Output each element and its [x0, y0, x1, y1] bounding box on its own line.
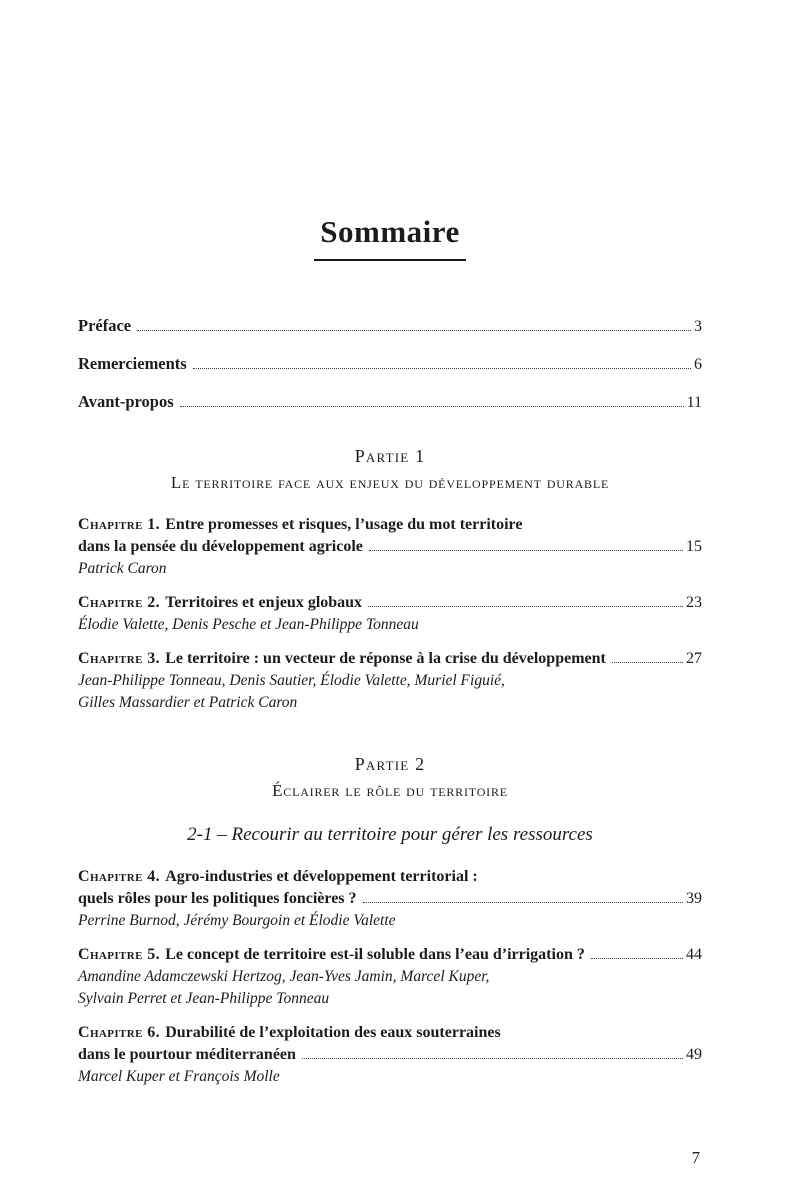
chapter-title-line-2 — [78, 1044, 702, 1066]
chapter-title-line-1 — [78, 592, 702, 614]
chapter-page: 39 — [686, 890, 702, 907]
dot-leader — [137, 330, 691, 331]
chapter-authors: Patrick Caron — [78, 560, 167, 577]
chapter-title-line-1 — [78, 944, 702, 966]
dot-leader — [363, 902, 683, 903]
part-2-heading: Partie 2 — [354, 754, 426, 774]
chapter-title: Territoires et enjeux globaux — [165, 594, 363, 611]
chapter-authors-continued: Sylvain Perret et Jean-Philippe Tonneau — [78, 990, 330, 1007]
chapter-title-group — [78, 944, 585, 966]
toc-entry-label: Préface — [78, 316, 132, 335]
toc-entry-avant-propos — [78, 391, 702, 414]
chapter-title-line-1 — [78, 514, 702, 536]
chapter-authors: Élodie Valette, Denis Pesche et Jean-Philippe Tonneau — [78, 616, 419, 633]
dot-leader — [180, 406, 684, 407]
toc-chapter-4 — [78, 866, 702, 932]
toc-chapter-6 — [78, 1022, 702, 1088]
part-1-subheading: Le territoire face aux enjeux du développement durable — [170, 473, 610, 492]
chapter-title-line-2 — [78, 888, 702, 910]
chapter-title-continued: dans le pourtour méditerranéen — [78, 1046, 296, 1063]
toc-entry-label: Remerciements — [78, 354, 187, 373]
chapter-label: Chapitre 4. — [78, 868, 161, 885]
chapter-title: Entre promesses et risques, l’usage du mot territoire — [165, 516, 523, 533]
dot-leader — [591, 958, 683, 959]
chapter-page: 15 — [686, 538, 702, 555]
chapter-page: 27 — [686, 650, 702, 667]
chapter-title-continued: quels rôles pour les politiques foncières ? — [78, 890, 357, 907]
chapter-authors-continued: Gilles Massardier et Patrick Caron — [78, 694, 298, 711]
dot-leader — [302, 1058, 683, 1059]
toc-entry-label: Avant-propos — [78, 392, 174, 411]
chapter-title-line-1 — [78, 866, 702, 888]
front-matter-list — [78, 315, 702, 414]
chapter-title-line-1 — [78, 1022, 702, 1044]
toc-entry-remerciements — [78, 353, 702, 376]
chapter-authors: Marcel Kuper et François Molle — [78, 1068, 280, 1085]
toc-entry-page: 6 — [694, 356, 702, 373]
part-2 — [78, 752, 702, 1088]
toc-entry-page: 3 — [694, 318, 702, 335]
chapter-label: Chapitre 1. — [78, 516, 161, 533]
page-title: Sommaire — [314, 214, 465, 261]
toc-entry-page: 11 — [686, 394, 702, 411]
chapter-title-line-2 — [78, 536, 702, 558]
chapter-label: Chapitre 2. — [78, 594, 161, 611]
toc-entry-preface — [78, 315, 702, 338]
chapter-title: Le concept de territoire est-il soluble dans l’eau d’irrigation ? — [165, 946, 585, 963]
chapter-title: Agro-industries et développement territorial : — [165, 868, 478, 885]
chapter-page: 44 — [686, 946, 702, 963]
toc-chapter-1 — [78, 514, 702, 580]
chapter-label: Chapitre 6. — [78, 1024, 161, 1041]
toc-chapter-2 — [78, 592, 702, 636]
chapter-label: Chapitre 3. — [78, 650, 161, 667]
chapter-page: 23 — [686, 594, 702, 611]
dot-leader — [369, 550, 683, 551]
dot-leader — [612, 662, 683, 663]
chapter-authors: Perrine Burnod, Jérémy Bourgoin et Élodie Valette — [78, 912, 396, 929]
chapter-title-group — [78, 648, 606, 670]
chapter-authors: Amandine Adamczewski Hertzog, Jean-Yves Jamin, Marcel Kuper, — [78, 968, 490, 985]
title-block — [78, 214, 702, 261]
chapter-title: Durabilité de l’exploitation des eaux souterraines — [165, 1024, 501, 1041]
toc-chapter-3 — [78, 648, 702, 714]
part-1 — [78, 444, 702, 714]
page-number: 7 — [691, 1148, 700, 1167]
chapter-title-continued: dans la pensée du développement agricole — [78, 538, 363, 555]
toc-chapter-5 — [78, 944, 702, 1010]
chapter-title-group — [78, 592, 362, 614]
chapter-title: Le territoire : un vecteur de réponse à la crise du développement — [165, 650, 606, 667]
dot-leader — [368, 606, 683, 607]
chapter-title-line-1 — [78, 648, 702, 670]
part-1-heading: Partie 1 — [354, 446, 426, 466]
part-2-subheading: Éclairer le rôle du territoire — [272, 781, 508, 800]
chapter-page: 49 — [686, 1046, 702, 1063]
section-2-1-heading: 2-1 – Recourir au territoire pour gérer les ressources — [187, 824, 593, 845]
chapter-label: Chapitre 5. — [78, 946, 161, 963]
chapter-authors: Jean-Philippe Tonneau, Denis Sautier, Élodie Valette, Muriel Figuié, — [78, 672, 505, 689]
dot-leader — [193, 368, 691, 369]
